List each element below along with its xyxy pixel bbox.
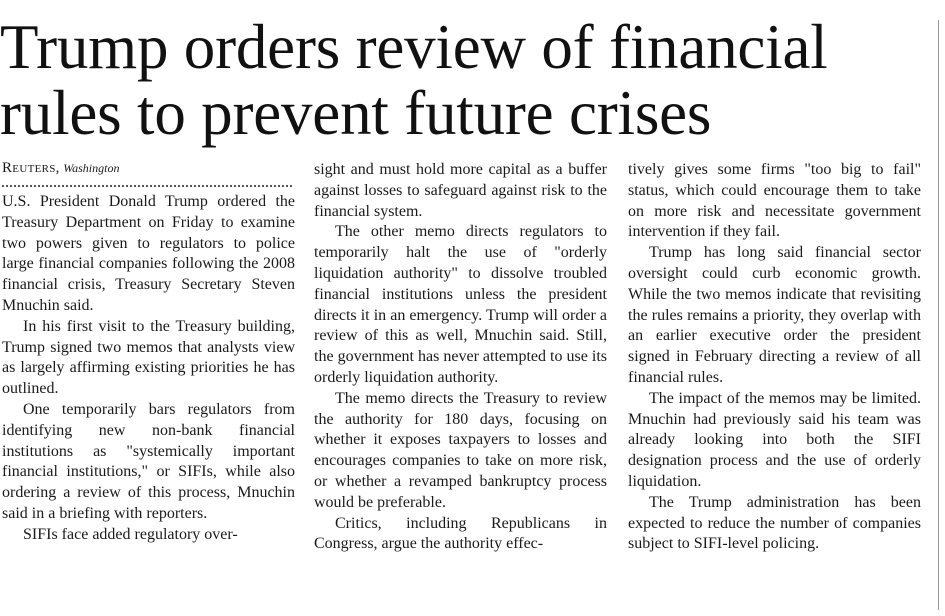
column-edge-rule	[938, 20, 939, 610]
paragraph: tively gives some firms "too big to fail" status, which could encourage them to take on more risk and necessitate government intervention if they fail.	[628, 161, 921, 241]
paragraph: Critics, including Republicans in Congress, argue the authority effec-	[314, 514, 607, 553]
paragraph: In his first visit to the Treasury building, Trump signed two memos that analysts view as largely affirming existing priorities he has outlined.	[2, 317, 295, 398]
paragraph: The memo directs the Treasury to review the authority for 180 days, focusing on whether it exposes taxpayers to losses and encourages companies to take on more risk, or whether a revamped bankruptcy process would be preferable.	[314, 389, 607, 511]
byline-divider	[2, 185, 292, 187]
paragraph: Trump has long said financial sector oversight could curb economic growth. While the two memos indicate that revisiting the rules remains a priority, they overlap with an earlier executive order the president signed in February directing a review of all financial rules.	[628, 244, 921, 386]
paragraph: The Trump administration has been expected to reduce the number of companies subject to SIFI-level policing.	[628, 493, 921, 553]
article-column-2	[314, 160, 607, 612]
article-column-3	[628, 160, 921, 612]
paragraph: U.S. President Donald Trump ordered the Treasury Department on Friday to examine two powers given to regulators to police large financial companies following the 2008 financial crisis, Treasury Secretary Steven Mnuchin said.	[2, 193, 295, 314]
paragraph: sight and must hold more capital as a buffer against losses to safeguard against risk to the financial system.	[314, 161, 607, 220]
byline	[2, 158, 295, 179]
paragraph: SIFIs face added regulatory over-	[23, 525, 238, 543]
headline: Trump orders review of financial rules to prevent future crises	[0, 12, 828, 148]
byline-agency: Reuters,	[2, 160, 60, 176]
paragraph: One temporarily bars regulators from identifying new non-bank financial institutions as "systemically important financial institutions," or SIFIs, while also ordering a review of this process, Mnuchin said in a briefing with reporters.	[2, 400, 295, 522]
byline-dateline: Washington	[63, 161, 120, 175]
paragraph: The other memo directs regulators to temporarily halt the use of "orderly liquidation authority" to dissolve troubled financial institutions unless the president directs it in an emergency. Trump will order a review of this as well, Mnuchin said. Still, the government has never attempted to use its orderly liquidation authority.	[314, 223, 607, 386]
paragraph: The impact of the memos may be limited. Mnuchin had previously said his team was already looking into both the SIFI designation process and the use of orderly liquidation.	[628, 389, 921, 490]
article-column-1	[2, 158, 295, 610]
